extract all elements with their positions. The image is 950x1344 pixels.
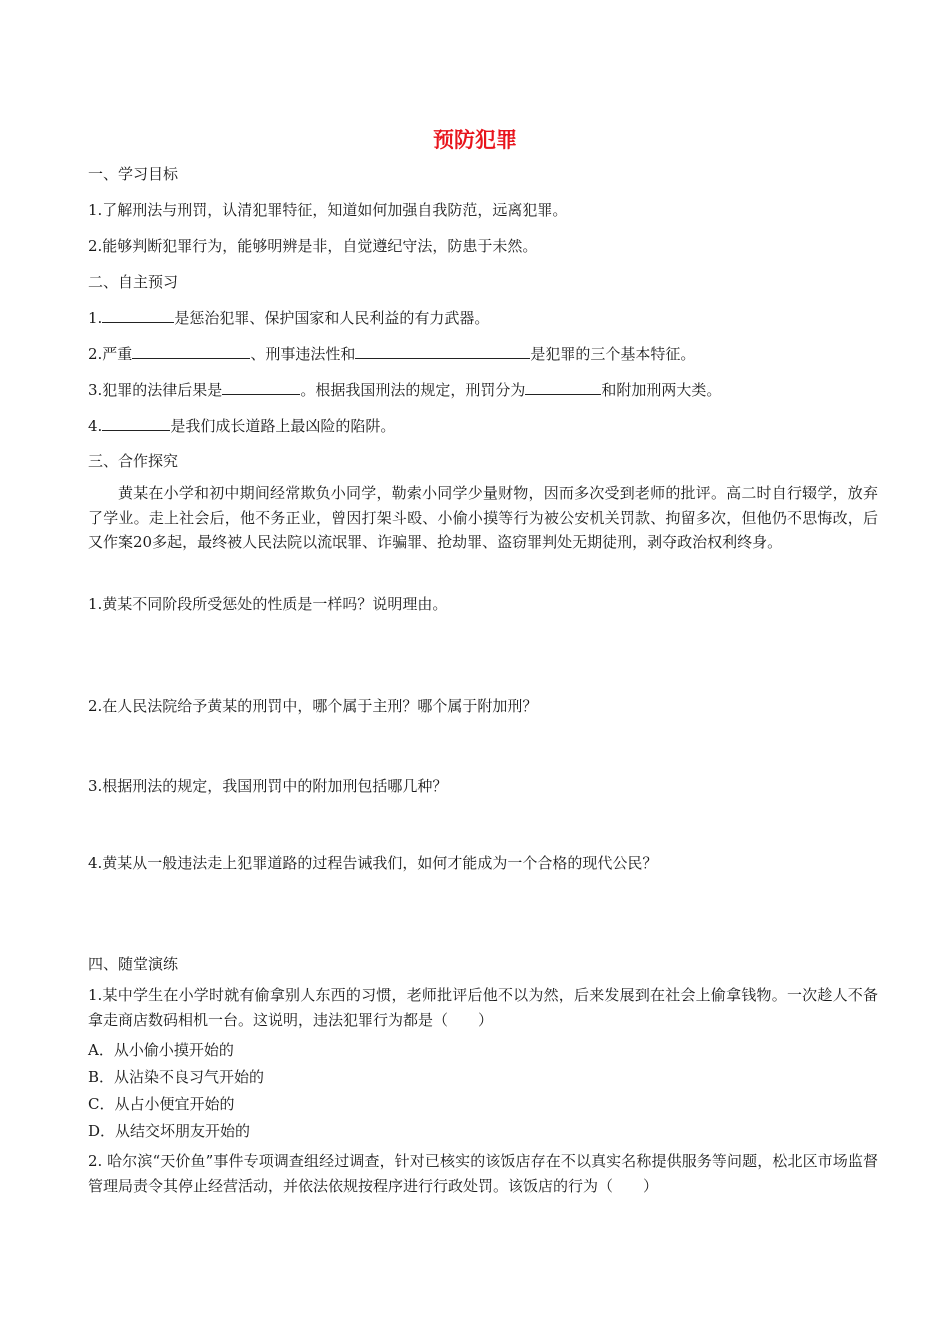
practice-question-2: 2. 哈尔滨“天价鱼”事件专项调查组经过调查，针对已核实的该饭店存在不以真实名称提供服务等问题，松北区市场监督管理局责令其停止经营活动，并依法依规按程序进行行政处罚。该饭店的行为（ ） — [88, 1152, 878, 1195]
q2-mid: 、刑事违法性和 — [250, 345, 356, 363]
fill-blank[interactable] — [102, 307, 174, 323]
preview-question-2 — [88, 343, 695, 364]
fill-blank[interactable] — [132, 343, 250, 359]
option-b: B．从沾染不良习气开始的 — [88, 1068, 265, 1086]
fill-blank[interactable] — [525, 379, 601, 395]
explore-question-2: 2.在人民法院给予黄某的刑罚中，哪个属于主刑？哪个属于附加刑？ — [88, 697, 538, 715]
q2-prefix: 2.严重 — [88, 345, 133, 363]
preview-question-3 — [88, 379, 721, 400]
explore-question-4: 4.黄某从一般违法走上犯罪道路的过程告诫我们，如何才能成为一个合格的现代公民？ — [88, 854, 658, 872]
section-heading-preview: 二、自主预习 — [88, 273, 179, 291]
document-title: 预防犯罪 — [433, 128, 517, 152]
q3-mid: 。根据我国刑法的规定，刑罚分为 — [300, 381, 526, 399]
q3-end: 和附加刑两大类。 — [601, 381, 722, 399]
option-c: C．从占小便宜开始的 — [88, 1095, 235, 1113]
preview-question-4 — [88, 415, 395, 436]
option-a: A．从小偷小摸开始的 — [88, 1041, 234, 1059]
option-d: D．从结交坏朋友开始的 — [88, 1122, 251, 1140]
section-heading-explore: 三、合作探究 — [88, 452, 179, 470]
practice-question-1: 1.某中学生在小学时就有偷拿别人东西的习惯，老师批评后他不以为然，后来发展到在社会上偷拿钱物。一次趁人不备拿走商店数码相机一台。这说明，违法犯罪行为都是（ ） — [88, 986, 878, 1029]
fill-blank[interactable] — [355, 343, 530, 359]
q3-prefix: 3.犯罪的法律后果是 — [88, 381, 223, 399]
explore-question-1: 1.黄某不同阶段所受惩处的性质是一样吗？说明理由。 — [88, 595, 448, 613]
fill-blank[interactable] — [102, 415, 170, 431]
q4-text: 是我们成长道路上最凶险的陷阱。 — [170, 417, 396, 435]
q1-text: 是惩治犯罪、保护国家和人民利益的有力武器。 — [174, 309, 490, 327]
goal-item-2: 2.能够判断犯罪行为，能够明辨是非，自觉遵纪守法，防患于未然。 — [88, 237, 538, 255]
q4-prefix: 4. — [88, 417, 103, 435]
goal-item-1: 1.了解刑法与刑罚，认清犯罪特征，知道如何加强自我防范，远离犯罪。 — [88, 201, 568, 219]
q1-prefix: 1. — [88, 309, 103, 327]
preview-question-1 — [88, 307, 489, 328]
explore-question-3: 3.根据刑法的规定，我国刑罚中的附加刑包括哪几种？ — [88, 777, 448, 795]
section-heading-practice: 四、随堂演练 — [88, 955, 179, 973]
q2-end: 是犯罪的三个基本特征。 — [530, 345, 696, 363]
case-paragraph: 黄某在小学和初中期间经常欺负小同学，勒索小同学少量财物，因而多次受到老师的批评。高二时自行辍学，放弃了学业。走上社会后，他不务正业，曾因打架斗殴、小偷小摸等行为被公安机关罚款、拘留多次，但他仍不思悔改，后又作案20多起，最终被人民法院以流氓罪、诈骗罪、抢劫罪、盗窃罪判处无期徒刑，剥夺政治权利终身。 — [88, 484, 878, 552]
section-heading-goals: 一、学习目标 — [88, 165, 179, 183]
fill-blank[interactable] — [222, 379, 300, 395]
